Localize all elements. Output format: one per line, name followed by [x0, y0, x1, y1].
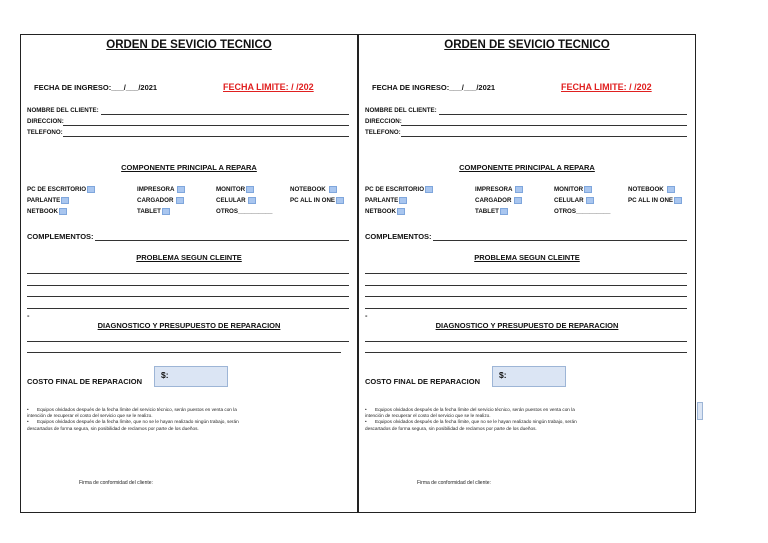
complements-line[interactable]: [433, 240, 687, 241]
note-2-cont: descartados de forma segura, sin posibilidad de reclamos por parte de los dueños.: [27, 425, 199, 431]
bullet-icon: •: [365, 419, 367, 425]
component-tablet[interactable]: TABLET: [137, 208, 170, 215]
component-parlante[interactable]: PARLANTE: [365, 197, 407, 204]
checkbox-icon[interactable]: [500, 208, 508, 215]
checkbox-icon[interactable]: [514, 197, 522, 204]
address-line[interactable]: [63, 125, 349, 126]
component-cargador[interactable]: CARGADOR: [475, 197, 522, 204]
address-label: DIRECCION:: [27, 118, 64, 125]
checkbox-icon[interactable]: [397, 208, 405, 215]
signature-label: Firma de conformidad del cliente:: [417, 480, 491, 486]
checkbox-icon[interactable]: [61, 197, 69, 204]
checkbox-icon[interactable]: [87, 186, 95, 193]
problem-section-title: PROBLEMA SEGUN CLEINTE: [136, 253, 242, 262]
component-pc[interactable]: PC DE ESCRITORIO: [27, 186, 95, 193]
component-monitor[interactable]: MONITOR: [216, 186, 254, 193]
diagnosis-line[interactable]: [27, 341, 349, 342]
diagnosis-line[interactable]: [365, 341, 687, 342]
bullet-icon: •: [27, 419, 29, 425]
checkbox-icon[interactable]: [399, 197, 407, 204]
checkbox-icon[interactable]: [584, 186, 592, 193]
address-line[interactable]: [401, 125, 687, 126]
complements-line[interactable]: [95, 240, 349, 241]
note-1: Equipos olvidados después de la fecha límite del servicio técnico, serán puestos en venta con la: [375, 407, 575, 412]
component-impresora[interactable]: IMPRESORA: [475, 186, 523, 193]
component-section-title: COMPONENTE PRINCIPAL A REPARA: [459, 163, 595, 172]
stray-field-fragment: [697, 402, 703, 420]
checkbox-icon[interactable]: [329, 186, 337, 193]
component-otros[interactable]: OTROS__________: [216, 208, 273, 215]
intake-date-label: FECHA DE INGRESO:___/___/2021: [34, 83, 158, 92]
checkbox-icon[interactable]: [248, 197, 256, 204]
note-2: Equipos olvidados después de la fecha límite, que no se le hayan realizado ningún trabajo, serán: [375, 419, 577, 425]
problem-line[interactable]: [27, 285, 349, 286]
checkbox-icon[interactable]: [425, 186, 433, 193]
stray-dash: -: [27, 311, 30, 320]
client-name-line[interactable]: [101, 114, 349, 115]
note-1: Equipos olvidados después de la fecha límite del servicio técnico, serán puestos en venta con la: [37, 407, 237, 412]
stray-dash: -: [365, 311, 368, 320]
component-pc[interactable]: PC DE ESCRITORIO: [365, 186, 433, 193]
complements-label: COMPLEMENTOS:: [365, 232, 432, 241]
intake-date-label: FECHA DE INGRESO:___/___/2021: [372, 83, 496, 92]
problem-line[interactable]: [27, 273, 349, 274]
checkbox-icon[interactable]: [59, 208, 67, 215]
component-cargador[interactable]: CARGADOR: [137, 197, 184, 204]
component-pc-all-in-one[interactable]: PC ALL IN ONE: [290, 197, 344, 204]
final-cost-label: COSTO FINAL DE REPARACION: [365, 377, 481, 386]
client-name-label: NOMBRE DEL CLIENTE:: [365, 107, 437, 114]
checkbox-icon[interactable]: [674, 197, 682, 204]
final-cost-label: COSTO FINAL DE REPARACION: [27, 377, 143, 386]
problem-line[interactable]: [27, 296, 349, 297]
phone-line[interactable]: [401, 136, 687, 137]
checkbox-icon[interactable]: [515, 186, 523, 193]
diagnosis-line[interactable]: [27, 352, 341, 353]
checkbox-icon[interactable]: [246, 186, 254, 193]
phone-label: TELEFONO:: [27, 129, 63, 136]
bullet-icon: •: [365, 407, 367, 412]
checkbox-icon[interactable]: [667, 186, 675, 193]
client-name-line[interactable]: [439, 114, 687, 115]
deadline-date-label: FECHA LIMITE: / /202: [223, 82, 314, 92]
component-celular[interactable]: CELULAR: [554, 197, 594, 204]
component-tablet[interactable]: TABLET: [475, 208, 508, 215]
component-celular[interactable]: CELULAR: [216, 197, 256, 204]
note-2: Equipos olvidados después de la fecha límite, que no se le hayan realizado ningún trabajo, serán: [37, 419, 239, 425]
component-monitor[interactable]: MONITOR: [554, 186, 592, 193]
component-notebook[interactable]: NOTEBOOK: [290, 186, 337, 193]
checkbox-icon[interactable]: [336, 197, 344, 204]
complements-label: COMPLEMENTOS:: [27, 232, 94, 241]
component-parlante[interactable]: PARLANTE: [27, 197, 69, 204]
problem-line[interactable]: [365, 285, 687, 286]
component-netbook[interactable]: NETBOOK: [27, 208, 67, 215]
form-title: ORDEN DE SEVICIO TECNICO: [106, 39, 272, 51]
service-order-form-right: [358, 34, 696, 513]
terms-notes: [365, 407, 693, 432]
diagnosis-line[interactable]: [365, 352, 687, 353]
phone-line[interactable]: [63, 136, 349, 137]
service-order-form-left: [20, 34, 358, 513]
terms-notes: [27, 407, 355, 432]
problem-line[interactable]: [365, 296, 687, 297]
final-cost-field[interactable]: $:: [154, 366, 228, 387]
note-2-cont: descartados de forma segura, sin posibilidad de reclamos por parte de los dueños.: [365, 425, 537, 431]
phone-label: TELEFONO:: [365, 129, 401, 136]
client-name-label: NOMBRE DEL CLIENTE:: [27, 107, 99, 114]
problem-line[interactable]: [365, 273, 687, 274]
checkbox-icon[interactable]: [177, 186, 185, 193]
component-netbook[interactable]: NETBOOK: [365, 208, 405, 215]
note-1-cont: intención de recuperar el costo del servicio que se le realizo.: [365, 413, 491, 419]
signature-label: Firma de conformidad del cliente:: [79, 480, 153, 486]
bullet-icon: •: [27, 407, 29, 412]
diagnosis-section-title: DIAGNOSTICO Y PRESUPUESTO DE REPARACION: [435, 321, 619, 330]
checkbox-icon[interactable]: [176, 197, 184, 204]
checkbox-icon[interactable]: [162, 208, 170, 215]
diagnosis-section-title: DIAGNOSTICO Y PRESUPUESTO DE REPARACION: [97, 321, 281, 330]
component-pc-all-in-one[interactable]: PC ALL IN ONE: [628, 197, 682, 204]
form-title: ORDEN DE SEVICIO TECNICO: [444, 39, 610, 51]
final-cost-field[interactable]: $:: [492, 366, 566, 387]
problem-section-title: PROBLEMA SEGUN CLEINTE: [474, 253, 580, 262]
component-section-title: COMPONENTE PRINCIPAL A REPARA: [121, 163, 257, 172]
component-notebook[interactable]: NOTEBOOK: [628, 186, 675, 193]
checkbox-icon[interactable]: [586, 197, 594, 204]
component-otros[interactable]: OTROS__________: [554, 208, 611, 215]
address-label: DIRECCION:: [365, 118, 402, 125]
problem-line[interactable]: [27, 308, 349, 309]
problem-line[interactable]: [365, 308, 687, 309]
deadline-date-label: FECHA LIMITE: / /202: [561, 82, 652, 92]
note-1-cont: intención de recuperar el costo del servicio que se le realizo.: [27, 413, 153, 419]
component-impresora[interactable]: IMPRESORA: [137, 186, 185, 193]
